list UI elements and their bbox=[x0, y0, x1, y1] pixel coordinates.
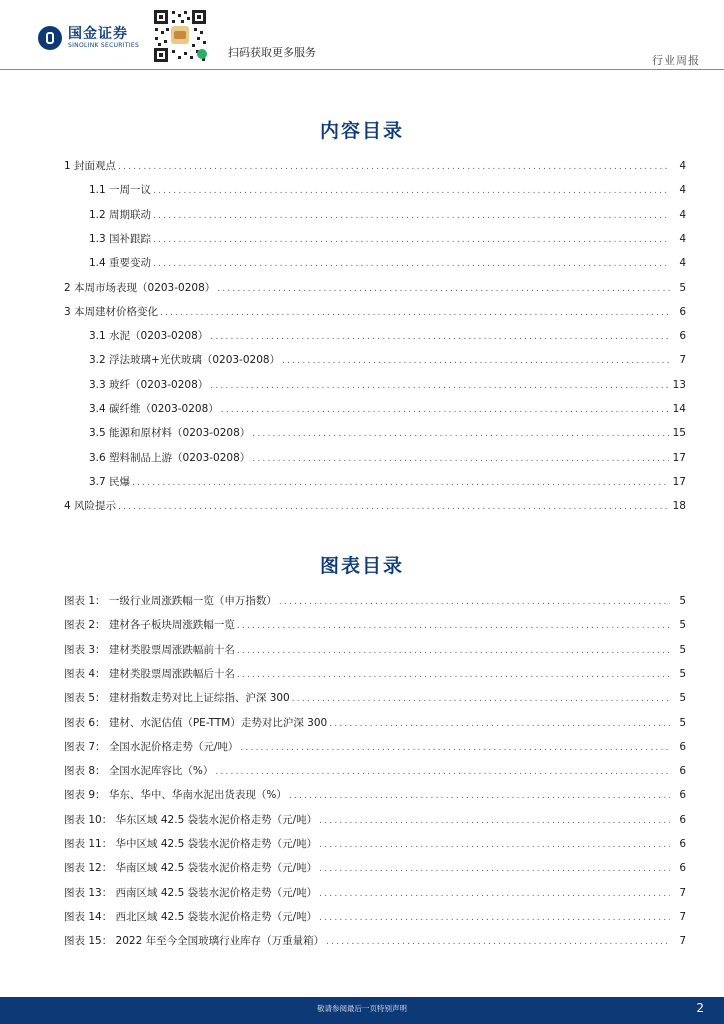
figures-entry-page: 6 bbox=[679, 765, 686, 778]
figures-entry-page: 6 bbox=[679, 838, 686, 850]
contents-entry-page: 7 bbox=[679, 354, 686, 367]
figures-leader-dots bbox=[279, 595, 670, 609]
figures-entry[interactable] bbox=[64, 643, 686, 657]
contents-entry-page: 4 bbox=[679, 232, 686, 245]
contents-entry[interactable] bbox=[89, 378, 686, 392]
figures-entry-label: 图表 7： 全国水泥价格走势（元/吨） bbox=[64, 740, 239, 753]
contents-entry-page: 15 bbox=[672, 427, 686, 440]
figures-entry-page: 5 bbox=[679, 692, 686, 705]
contents-entry-label: 4 风险提示 bbox=[64, 500, 117, 513]
contents-entry-page: 18 bbox=[672, 500, 686, 513]
qr-code-icon[interactable] bbox=[152, 8, 208, 64]
contents-entry[interactable] bbox=[89, 426, 686, 440]
contents-entry-page: 17 bbox=[672, 475, 686, 488]
figures-entry-label: 图表 11： 华中区域 42.5 袋装水泥价格走势（元/吨） bbox=[64, 838, 318, 850]
contents-leader-dots bbox=[160, 306, 670, 320]
figures-entry-label: 图表 1： 一级行业周涨跌幅一览（申万指数） bbox=[64, 595, 277, 607]
header-divider bbox=[0, 69, 724, 70]
contents-entry-page: 4 bbox=[679, 257, 686, 270]
figures-entry-page: 7 bbox=[679, 886, 686, 899]
contents-leader-dots bbox=[210, 330, 670, 344]
figures-leader-dots bbox=[326, 935, 670, 949]
contents-leader-dots bbox=[221, 403, 669, 417]
contents-entry-label: 3.1 水泥（0203-0208） bbox=[89, 330, 209, 343]
figures-entry-label: 图表 12： 华南区域 42.5 袋装水泥价格走势（元/吨） bbox=[64, 862, 318, 875]
contents-entry[interactable] bbox=[64, 281, 686, 295]
report-type-label: 行业周报 bbox=[652, 54, 700, 67]
contents-entry-label: 2 本周市场表现（0203-0208） bbox=[64, 281, 216, 294]
figures-entry-page: 6 bbox=[679, 740, 686, 753]
figures-entry-label: 图表 13： 西南区域 42.5 袋装水泥价格走势（元/吨） bbox=[64, 886, 318, 899]
contents-entry[interactable] bbox=[89, 353, 686, 367]
figures-entry[interactable] bbox=[64, 861, 686, 875]
figures-entry[interactable] bbox=[64, 837, 686, 851]
figures-entry[interactable] bbox=[64, 618, 686, 632]
figures-entry-label: 图表 3： 建材类股票周涨跌幅前十名 bbox=[64, 643, 235, 656]
figures-leader-dots bbox=[319, 911, 670, 925]
contents-entry[interactable] bbox=[89, 402, 686, 416]
figures-entry-label: 图表 2： 建材各子板块周涨跌幅一览 bbox=[64, 619, 235, 632]
contents-entry[interactable] bbox=[89, 329, 686, 343]
contents-entry-label: 3.5 能源和原材料（0203-0208） bbox=[89, 427, 251, 440]
figures-entry[interactable] bbox=[64, 934, 686, 948]
contents-leader-dots bbox=[153, 209, 670, 223]
figures-entry-page: 5 bbox=[679, 667, 686, 680]
figures-entry[interactable] bbox=[64, 813, 686, 827]
figures-entry[interactable] bbox=[64, 667, 686, 681]
contents-entry-label: 1.4 重要变动 bbox=[89, 257, 152, 270]
logo-mark-icon bbox=[38, 26, 62, 50]
figures-entry[interactable] bbox=[64, 788, 686, 802]
contents-entry[interactable] bbox=[64, 305, 686, 319]
contents-entry[interactable] bbox=[89, 232, 686, 246]
contents-entry-label: 3.6 塑料制品上游（0203-0208） bbox=[89, 451, 251, 464]
contents-entry-label: 3 本周建材价格变化 bbox=[64, 305, 159, 318]
contents-leader-dots bbox=[153, 257, 670, 271]
figures-entry-page: 5 bbox=[679, 716, 686, 729]
figures-entry-label: 图表 9： 华东、华中、华南水泥出货表现（%） bbox=[64, 789, 287, 802]
figures-leader-dots bbox=[329, 717, 670, 731]
contents-leader-dots bbox=[118, 500, 669, 514]
figures-leader-dots bbox=[215, 765, 670, 779]
figures-entry[interactable] bbox=[64, 716, 686, 730]
figures-leader-dots bbox=[240, 741, 670, 755]
page-header bbox=[0, 0, 724, 70]
contents-entry-page: 17 bbox=[672, 451, 686, 464]
footer-disclaimer: 敬请参阅最后一页特别声明 bbox=[317, 1004, 407, 1013]
figures-entry-page: 5 bbox=[679, 643, 686, 656]
figures-entry-label: 图表 10： 华东区域 42.5 袋装水泥价格走势（元/吨） bbox=[64, 813, 318, 826]
figures-leader-dots bbox=[292, 692, 670, 706]
contents-entry[interactable] bbox=[89, 475, 686, 489]
figures-title: 图表目录 bbox=[319, 555, 404, 577]
figures-leader-dots bbox=[319, 838, 670, 852]
contents-entry-label: 3.7 民爆 bbox=[89, 475, 131, 488]
contents-entry-label: 1.3 国补跟踪 bbox=[89, 232, 152, 245]
contents-entry-label: 3.3 玻纤（0203-0208） bbox=[89, 378, 209, 391]
figures-entry-page: 6 bbox=[679, 862, 686, 875]
figures-entry-page: 5 bbox=[679, 595, 686, 607]
figures-entry-page: 7 bbox=[679, 910, 686, 923]
figures-leader-dots bbox=[289, 789, 670, 803]
contents-entry-page: 4 bbox=[679, 160, 686, 172]
contents-leader-dots bbox=[118, 160, 670, 174]
contents-entry[interactable] bbox=[89, 256, 686, 270]
contents-leader-dots bbox=[132, 476, 669, 490]
contents-leader-dots bbox=[252, 427, 668, 441]
figures-entry[interactable] bbox=[64, 910, 686, 924]
figures-entry-label: 图表 4： 建材类股票周涨跌幅后十名 bbox=[64, 667, 235, 680]
contents-entry[interactable] bbox=[89, 208, 686, 222]
contents-leader-dots bbox=[252, 452, 668, 466]
contents-entry-page: 14 bbox=[672, 403, 686, 415]
contents-entry[interactable] bbox=[89, 451, 686, 465]
figures-entry-label: 图表 5： 建材指数走势对比上证综指、沪深 300 bbox=[64, 692, 290, 705]
figures-entry-page: 7 bbox=[679, 935, 686, 948]
contents-entry-label: 1.1 一周一议 bbox=[89, 184, 152, 197]
figures-entry-page: 5 bbox=[679, 619, 686, 632]
figures-entry-label: 图表 15： 2022 年至今全国玻璃行业库存（万重量箱） bbox=[64, 935, 325, 948]
figures-entry-label: 图表 14： 西北区域 42.5 袋装水泥价格走势（元/吨） bbox=[64, 910, 318, 923]
contents-leader-dots bbox=[282, 354, 670, 368]
figures-leader-dots bbox=[319, 814, 670, 828]
figures-entry-label: 图表 6： 建材、水泥估值（PE-TTM）走势对比沪深 300 bbox=[64, 716, 328, 729]
contents-leader-dots bbox=[217, 282, 670, 296]
qr-caption: 扫码获取更多服务 bbox=[228, 46, 316, 59]
company-logo bbox=[38, 26, 139, 50]
contents-entry[interactable] bbox=[89, 183, 686, 197]
figures-entry[interactable] bbox=[64, 764, 686, 778]
contents-entry-page: 6 bbox=[679, 330, 686, 343]
logo-name-en: SINOLINK SECURITIES bbox=[68, 41, 140, 49]
page-number: 2 bbox=[696, 1001, 704, 1015]
contents-entry-page: 4 bbox=[679, 184, 686, 197]
figures-leader-dots bbox=[237, 644, 670, 658]
figures-entry-page: 6 bbox=[679, 813, 686, 826]
contents-entry-page: 5 bbox=[679, 281, 686, 294]
contents-leader-dots bbox=[210, 379, 668, 393]
figures-leader-dots bbox=[237, 668, 670, 682]
contents-entry-label: 1 封面观点 bbox=[64, 160, 117, 172]
figures-entry[interactable] bbox=[64, 691, 686, 705]
contents-entry[interactable] bbox=[64, 499, 686, 513]
figures-entry-label: 图表 8： 全国水泥库容比（%） bbox=[64, 765, 214, 778]
figures-entry[interactable] bbox=[64, 740, 686, 754]
contents-leader-dots bbox=[153, 184, 670, 198]
figures-entry[interactable] bbox=[64, 594, 686, 608]
figures-leader-dots bbox=[237, 619, 670, 633]
figures-entry[interactable] bbox=[64, 886, 686, 900]
figures-entry-page: 6 bbox=[679, 789, 686, 802]
figures-leader-dots bbox=[319, 887, 670, 901]
contents-entry[interactable] bbox=[64, 159, 686, 173]
contents-entry-page: 13 bbox=[672, 378, 686, 391]
logo-name-cn: 国金证券 bbox=[68, 25, 128, 42]
contents-leader-dots bbox=[153, 233, 670, 247]
contents-entry-label: 3.4 碳纤维（0203-0208） bbox=[89, 403, 219, 415]
contents-entry-page: 6 bbox=[679, 305, 686, 318]
figures-leader-dots bbox=[319, 862, 670, 876]
contents-entry-label: 1.2 周期联动 bbox=[89, 208, 152, 221]
contents-title: 内容目录 bbox=[319, 120, 404, 142]
contents-entry-label: 3.2 浮法玻璃+光伏玻璃（0203-0208） bbox=[89, 354, 281, 367]
contents-entry-page: 4 bbox=[679, 208, 686, 221]
